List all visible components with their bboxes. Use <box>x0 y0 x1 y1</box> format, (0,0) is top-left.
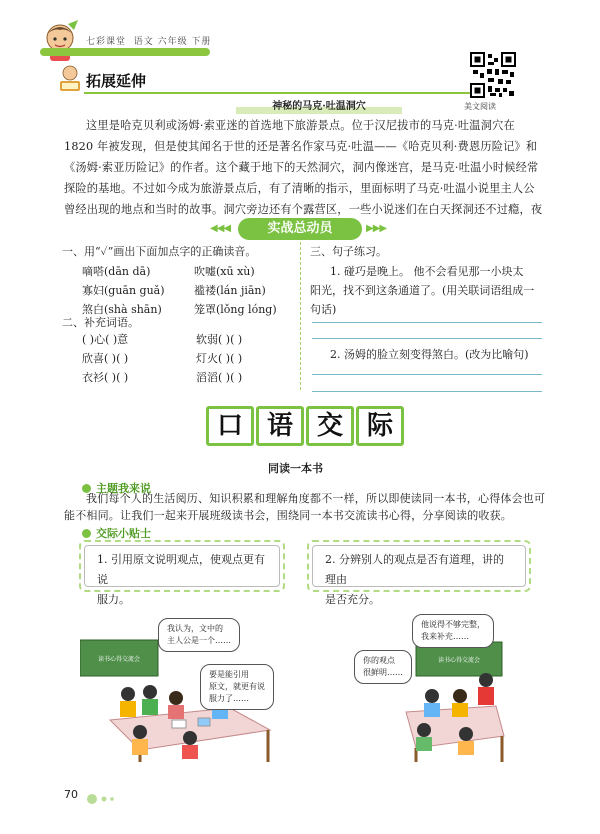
oral-char: 交 <box>306 406 354 446</box>
q2-title: 二、补充词语。 <box>62 316 139 329</box>
q2-item[interactable]: 衣衫( )( ) <box>82 371 129 384</box>
q3-title: 三、句子练习。 <box>310 245 387 258</box>
q2-item[interactable]: ( )心( )意 <box>82 333 129 346</box>
oral-subtitle: 同读一本书 <box>268 462 323 475</box>
answer-line[interactable] <box>312 391 542 392</box>
board-text: 读书心得交流会 <box>97 656 141 663</box>
theme-heading: 主题我来说 <box>82 480 151 496</box>
article-line-2: 1820 年被发现，但是使其闻名于世的还是著名作家马克·吐温——《哈克贝利·费恩历险记》和 <box>64 140 538 153</box>
q1-item[interactable]: 寡妇(guān guǎ) <box>82 284 165 297</box>
tips-heading: 交际小贴士 <box>82 525 151 541</box>
play-icon <box>82 529 91 538</box>
q1-item[interactable]: 褴褛(lán jiān) <box>194 284 266 297</box>
theme-line-1: 我们每个人的生活阅历、知识积累和理解角度都不一样，所以即使读同一本书，心得体会也可 <box>86 492 546 505</box>
oral-char: 口 <box>206 406 254 446</box>
article-line-4: 探险的基地。不过如今成为旅游景点后，有了清晰的指示，里面标明了马克·吐温小说里主人公 <box>64 182 535 195</box>
tip-card-1: 1. 引用原文说明观点，使观点更有说 服力。 <box>84 545 280 587</box>
article-line-1: 这里是哈克贝利或汤姆·索亚迷的首选地下旅游景点。位于汉尼拔市的马克·吐温洞穴在 <box>86 119 515 132</box>
q3-1-line: 阳光，找不到这条通道了。(用关联词语组成一 <box>310 284 535 297</box>
speech-bubble: 他说得不够完整， 我来补充…… <box>412 614 494 648</box>
q2-item[interactable]: 软弱( )( ) <box>196 333 243 346</box>
oral-char: 语 <box>256 406 304 446</box>
board-text: 读书心得交流会 <box>437 657 481 664</box>
practice-banner-label: 实战总动员 <box>238 218 362 240</box>
q1-item[interactable]: 笼罩(lǒng lóng) <box>194 303 277 316</box>
q3-1-line: 句话) <box>310 303 337 316</box>
answer-line[interactable] <box>312 374 542 375</box>
answer-line[interactable] <box>312 322 542 323</box>
q1-item[interactable]: 吹嘘(xū xù) <box>194 265 255 278</box>
theme-line-2: 能不相同。让我们一起来开展班级读书会，围绕同一本书交流读书心得，分享阅读的收获。 <box>64 509 512 522</box>
article-title: 神秘的马克·吐温洞穴 <box>236 99 402 114</box>
qr-label: 美文阅读 <box>464 102 496 111</box>
page-number: 70 <box>64 788 78 801</box>
q1-item[interactable]: 嘀嗒(dān dā) <box>82 265 151 278</box>
q1-title: 一、用“✓”画出下面加点字的正确读音。 <box>62 245 257 258</box>
speech-bubble: 你的观点 很鲜明…… <box>354 650 412 684</box>
article-line-3: 《汤姆·索亚历险记》的作者。这个藏于地下的天然洞穴，洞内像迷宫，是马克·吐温小时候经常 <box>64 161 539 174</box>
q2-item[interactable]: 灯火( )( ) <box>196 352 243 365</box>
column-divider <box>300 242 302 390</box>
speech-bubble: 要是能引用 原文，就更有说 服力了…… <box>200 664 274 710</box>
header-series: 七彩课堂 语文 六年级 下册 <box>86 37 212 47</box>
oral-char: 际 <box>356 406 404 446</box>
q3-2-line: 2. 汤姆的脸立刻变得煞白。(改为比喻句) <box>330 348 529 361</box>
section-title: 拓展延伸 <box>86 72 147 90</box>
section-underline <box>84 92 494 94</box>
tip-card-2: 2. 分辨别人的观点是否有道理，讲的理由 是否充分。 <box>312 545 526 587</box>
q1-item[interactable]: 煞白(shà shān) <box>82 303 162 316</box>
header-bar <box>40 48 210 56</box>
right-arrows-icon: ▶▶▶ <box>366 223 387 234</box>
q2-item[interactable]: 滔滔( )( ) <box>196 371 243 384</box>
q2-item[interactable]: 欣喜( )( ) <box>82 352 129 365</box>
practice-banner <box>210 218 390 240</box>
speech-bubble: 我认为，文中的 主人公是一个…… <box>158 618 240 652</box>
q3-1-line: 1. 碰巧是晚上。 他不会看见那一小块太 <box>330 265 524 278</box>
qr-code-icon[interactable] <box>470 52 516 98</box>
page-dots-icon <box>86 790 126 809</box>
reading-boy-icon <box>56 64 84 94</box>
article-line-5: 曾经出现的地点和当时的故事。洞穴旁边还有个露营区，一些小说迷们在白天探洞还不过瘾，夜 <box>64 203 543 216</box>
left-arrows-icon: ◀◀◀ <box>210 223 231 234</box>
answer-line[interactable] <box>312 338 542 339</box>
